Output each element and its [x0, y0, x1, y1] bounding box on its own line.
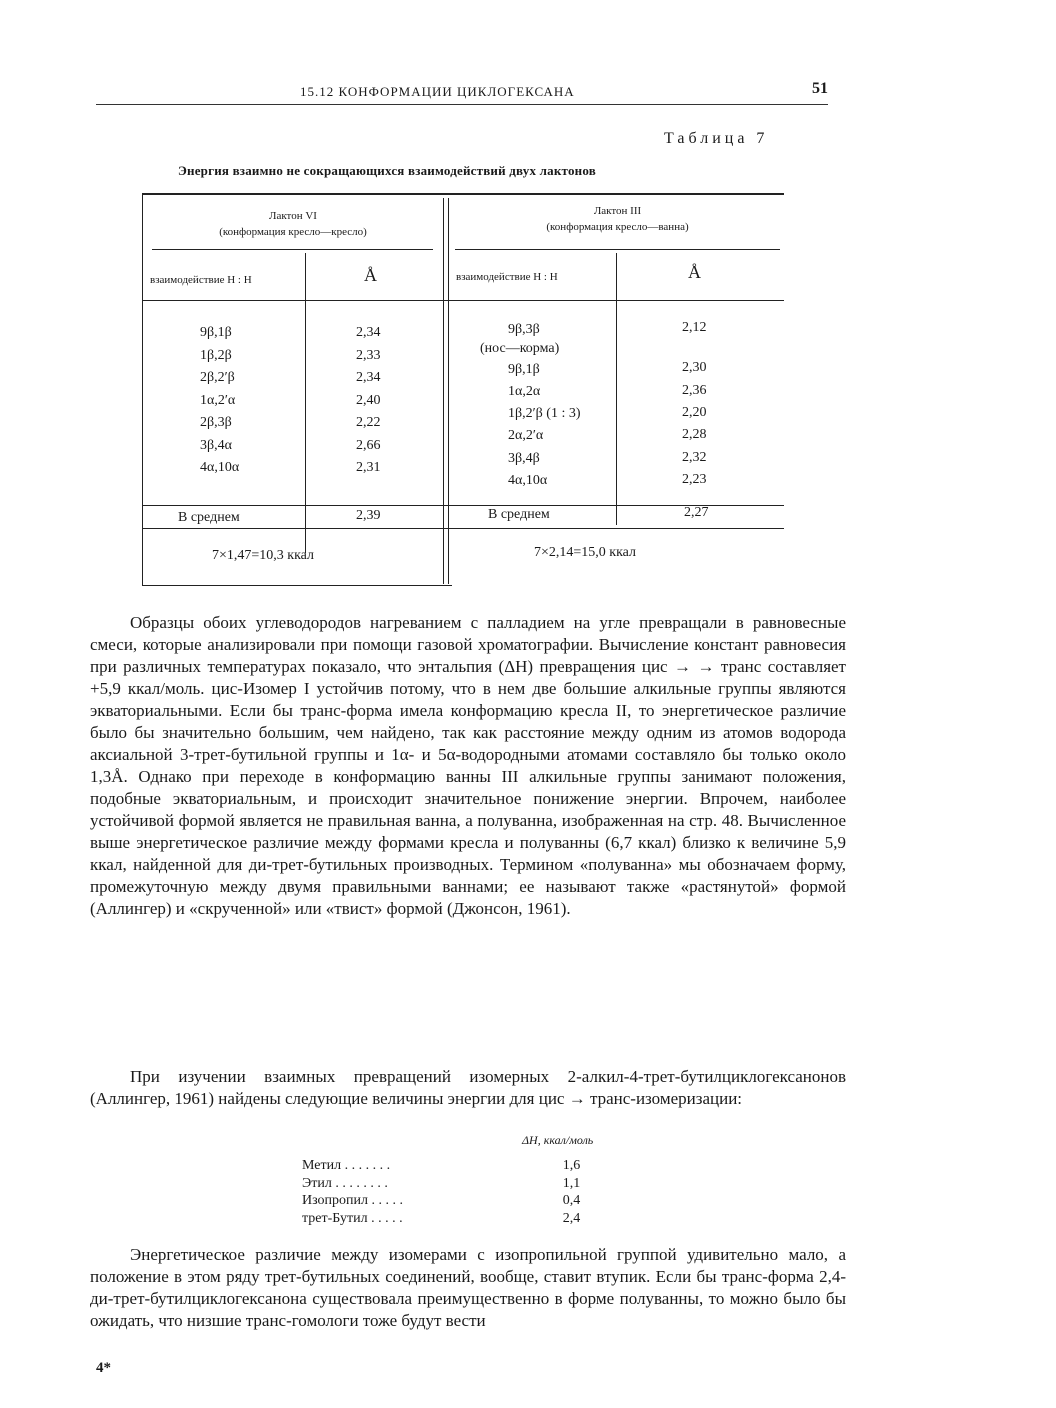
table-row-interaction: 1α,2α [508, 384, 541, 399]
running-header: 15.12 КОНФОРМАЦИИ ЦИКЛОГЕКСАНА [300, 84, 575, 99]
left-total-energy: 7×1,47=10,3 ккал [212, 548, 315, 563]
right-total-energy: 7×2,14=15,0 ккал [534, 545, 637, 560]
substituent-name: трет-Бутил . . . . . [302, 1210, 403, 1226]
table-row-value: 2,23 [682, 472, 707, 487]
table-row-interaction: 2β,3β [200, 415, 232, 430]
left-values-column [356, 322, 381, 480]
table-row-interaction: 2α,2′α [508, 428, 544, 443]
body-text-2 [90, 1066, 846, 1110]
table-row-interaction: 4α,10α [200, 460, 240, 475]
table-row-value: 2,28 [682, 427, 707, 442]
table-row-value: 2,31 [356, 460, 381, 475]
table-row-value: 2,30 [682, 360, 707, 375]
paragraph: Образцы обоих углеводородов нагреванием с палладием на угле превращали в равновесные смеси, которые анализировали при помощи газовой хроматографии. Вычисление констант равновесия при различных температурах показало, что энтальпия (ΔH) превращения цис → → транс составляет +5,9 ккал/моль. цис-Изомер I устойчив потому, что в нем две большие алкильные группы являются экваториальными. Если бы транс-форма имела конформацию кресла II, то энергетическое различие было бы значительно большим, чем найдено, так как расстояние между одним из атомов водорода аксиальной 3-трет-бутильной группы и 1α- и 5α-водородными атомами составляло бы только около 1,3Å. Однако при переходе в конформацию ванны III алкильные группы занимают положения, подобные экваториальным, и происходит значительное понижение энергии. Впрочем, наиболее устойчивой формой является не правильная ванна, а полуванна, изображенная на стр. 48. Вычисленное выше энергетическое различие между формами кресла и полуванны (6,7 ккал) близко к величине 5,9 ккал, найденной для ди-трет-бутильных производных. Термином «полуванна» мы обозначаем форму, промежуточную между двумя правильными ваннами; ее называют также «растянутой» формой (Аллингер) и «скрученной» или «твист» формой (Джонсон, 1961). [90, 613, 846, 918]
table-row-value: 2,22 [356, 415, 381, 430]
right-average-label: В среднем [488, 507, 550, 522]
left-table-subtitle: (конформация кресло—кресло) [219, 226, 367, 238]
right-col-divider [616, 253, 617, 525]
table-row-interaction: (нос—корма) [480, 341, 560, 356]
left-col-divider [305, 253, 306, 553]
avg-bottom-rule [142, 528, 784, 529]
right-col-header-unit: Å [688, 262, 701, 282]
right-table-subtitle: (конформация кресло—ванна) [546, 221, 689, 233]
table-row-interaction: 3β,4α [200, 437, 232, 453]
table-row-value: 2,12 [682, 320, 707, 335]
header-rule [96, 104, 828, 105]
energy-value: 2,4 [562, 1210, 581, 1226]
table-double-rule-b [448, 198, 449, 584]
table-row-interaction: 9β,3β [508, 322, 540, 337]
table-row-interaction: 9β,1β [508, 362, 540, 377]
table-row-interaction: 4α,10α [508, 473, 548, 488]
energy-table [302, 1157, 602, 1227]
left-interactions-column [200, 322, 239, 480]
header-bottom-rule [142, 300, 784, 301]
table-row-interaction: 1α,2′α [200, 392, 236, 408]
table-row-interaction: 2β,2′β [200, 370, 235, 385]
left-average-label: В среднем [178, 510, 240, 525]
table-row-value: 2,20 [682, 405, 707, 420]
table-bottom-rule [142, 585, 452, 586]
table-row-value: 2,34 [356, 325, 381, 340]
table-row-value: 2,36 [682, 383, 707, 398]
table-row-value: 2,34 [356, 370, 381, 385]
table-row-value: 2,66 [356, 437, 381, 453]
right-col-header-interaction: взаимодействие Н : Н [456, 271, 558, 283]
body-text-3 [90, 1244, 846, 1332]
left-average-value: 2,39 [356, 508, 381, 523]
right-subheader-rule [455, 249, 780, 250]
table-label: Таблица 7 [664, 130, 769, 147]
table-row-interaction: 3β,4β [508, 451, 540, 466]
signature-mark: 4* [96, 1360, 111, 1376]
energy-row [302, 1210, 602, 1228]
body-text-1 [90, 612, 846, 920]
substituent-name: Изопропил . . . . . [302, 1193, 404, 1208]
table-row-interaction: 9β,1β [200, 325, 232, 340]
paragraph: При изучении взаимных превращений изомерных 2-алкил-4-трет-бутилциклогексанонов (Аллингер, 1961) найдены следующие величины энергии для цис → транс-изомеризации: [90, 1067, 846, 1108]
paragraph: Энергетическое различие между изомерами с изопропильной группой удивительно мало, а положение в этом ряду трет-бутильных соединений, вообще, ставит втупик. Если бы транс-форма 2,4-ди-трет-бутилциклогексанона существовала преимущественно в форме полуванны, то можно было бы ожидать, что низшие транс-гомологи тоже будут вести [90, 1245, 846, 1330]
left-table-title: Лактон VI [269, 210, 317, 222]
table-row-interaction: 1β,2β [200, 347, 232, 363]
substituent-name: Метил . . . . . . . [302, 1158, 391, 1173]
table-row-value: 2,40 [356, 392, 381, 408]
table-row-value: 2,32 [682, 450, 707, 465]
energy-value: 1,6 [562, 1158, 581, 1173]
left-subheader-rule [152, 249, 433, 250]
table-double-rule-a [443, 198, 444, 584]
right-table-title: Лактон III [593, 205, 642, 217]
energy-row [302, 1192, 602, 1210]
page-number: 51 [812, 80, 828, 97]
table-row-value: 2,33 [356, 347, 381, 363]
table-caption: Энергия взаимно не сокращающихся взаимодействий двух лактонов [178, 163, 596, 178]
left-col-header-unit: Å [364, 265, 377, 285]
energy-value: 1,1 [562, 1175, 581, 1191]
left-col-header-interaction: взаимодействие Н : Н [150, 274, 252, 286]
table-top-rule [142, 193, 784, 195]
substituent-name: Этил . . . . . . . . [302, 1175, 388, 1191]
energy-column-header: ΔH, ккал/моль [522, 1133, 594, 1147]
energy-row [302, 1157, 602, 1175]
table-row-interaction: 1β,2′β (1 : 3) [508, 406, 581, 421]
right-average-value: 2,27 [684, 505, 709, 520]
energy-row [302, 1175, 602, 1193]
energy-value: 0,4 [562, 1193, 581, 1208]
